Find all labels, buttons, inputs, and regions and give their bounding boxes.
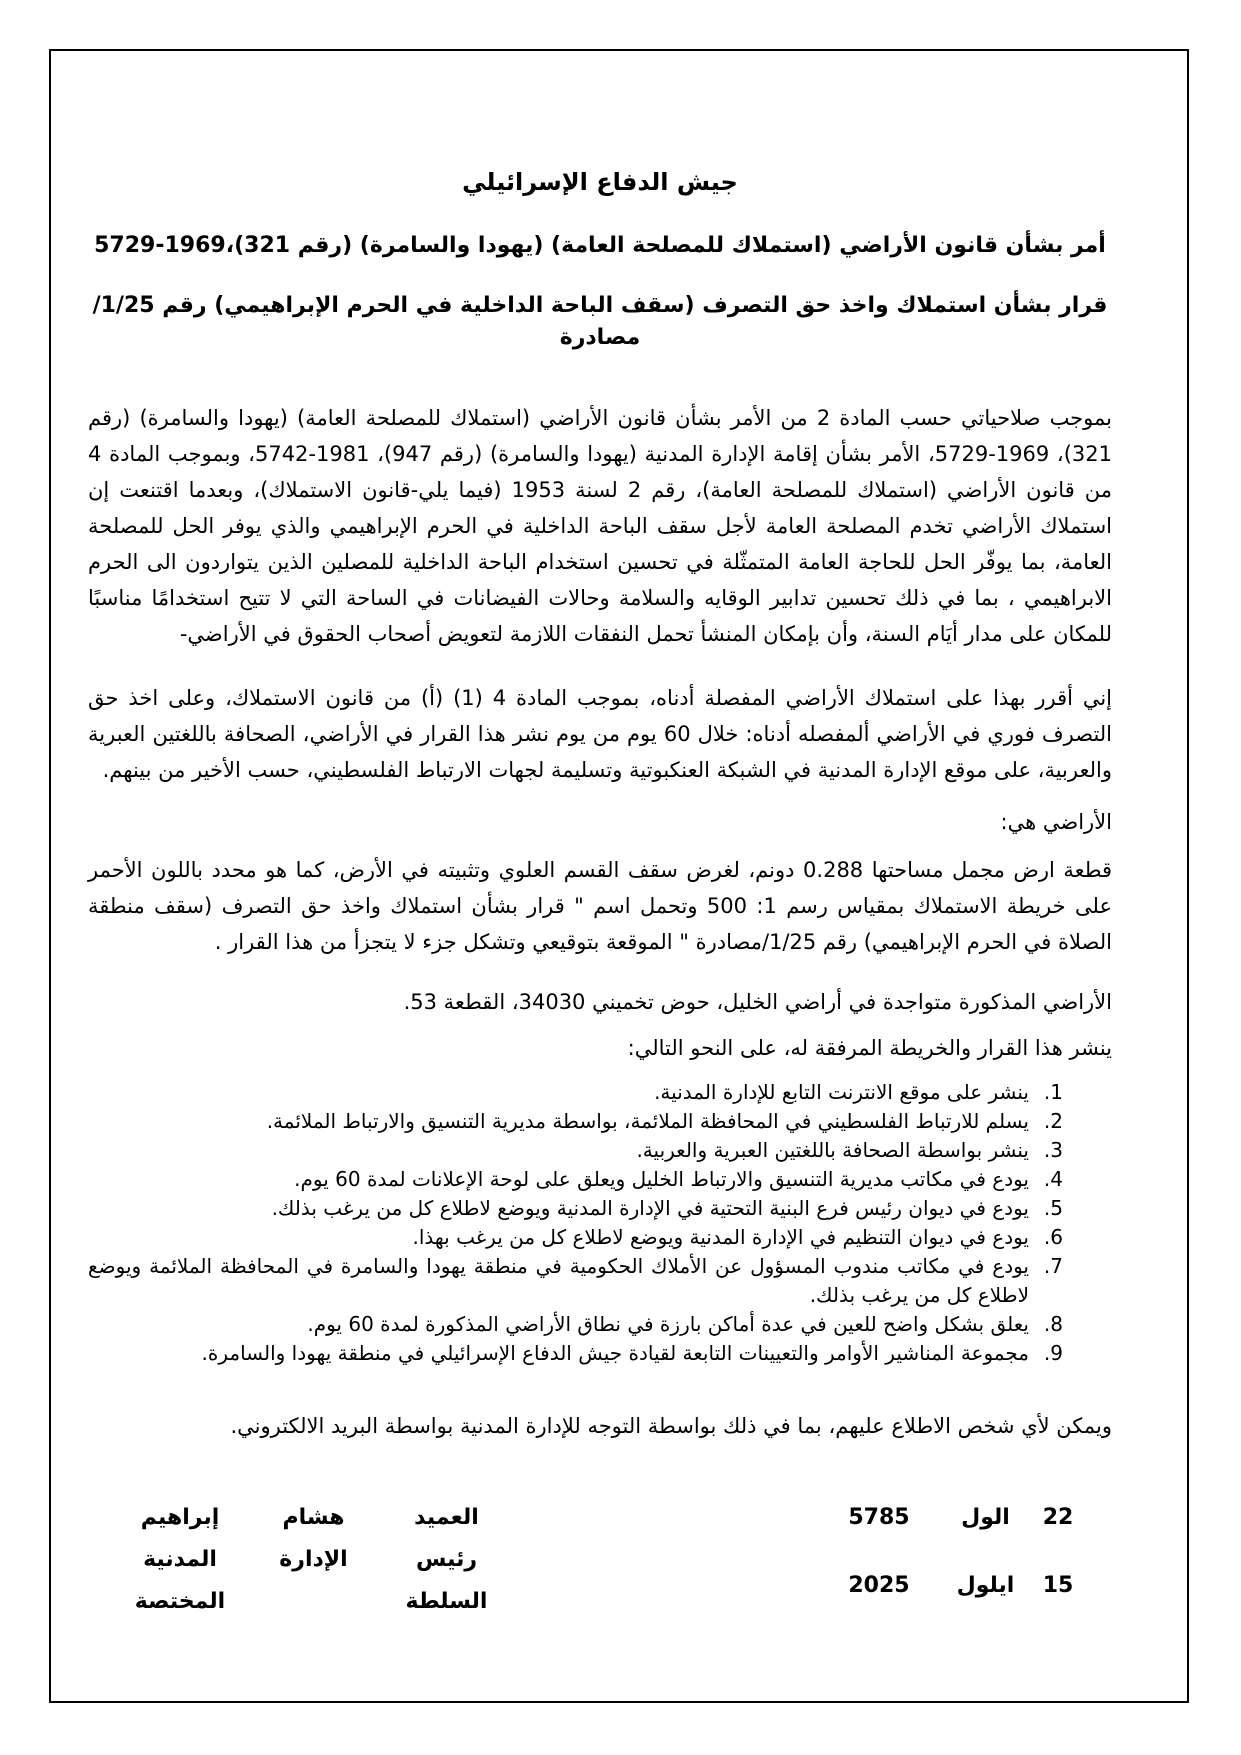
signer-last-name: إبراهيم — [140, 1505, 220, 1530]
list-item — [88, 1165, 1063, 1194]
paragraph-preamble: بموجب صلاحياتي حسب المادة 2 من الأمر بشأن قانون الأراضي (استملاك للمصلحة العامة) (يهودا والسامرة) (رقم 321)، 1969-5729، الأمر بشأن إقامة الإدارة المدنية (يهودا والسامرة) (رقم 947)، 1981-5742، وبموجب المادة 4 من قانون الأراضي (استملاك للمصلحة العامة)، رقم 2 لسنة 1953 (فيما يلي-قانون الاستملاك)، وبعدما اقتنعت إن استملاك الأراضي تخدم المصلحة العامة لأجل سقف الباحة الداخلية في الحرم الإبراهيمي والذي يوفر الحل للمصلحة العامة، بما يوفّر الحل للحاجة العامة المتمثّلة في تحسين استخدام الباحة الداخلية للمصلين الذين يتواردون الى الحرم الابراهيمي ، بما في ذلك تحسين تدابير الوقايه والسلامة وحالات الفيضانات في الساحة التي لا تتيح استخدامًا مناسبًا للمكان على مدار أيَام السنة، وأن بإمكان المنشأ تحمل النفقات اللازمة لتعويض أصحاب الحقوق في الأراضي- — [88, 406, 1113, 646]
list-item — [88, 1194, 1063, 1223]
decision-title: قرار بشأن استملاك واخذ حق التصرف (سقف الباحة الداخلية في الحرم الإبراهيمي) رقم 1/25/مصادرة — [92, 293, 1108, 350]
signer-title-word-3: المدنية — [143, 1547, 217, 1572]
signer-rank: العميد — [414, 1505, 479, 1530]
paragraph-publication-intro: ينشر هذا القرار والخريطة المرفقة له، على النحو التالي: — [627, 1036, 1112, 1060]
list-item-text: مجموعة المناشير الأوامر والتعيينات التابعة لقيادة جيش الدفاع الإسرائيلي في منطقة يهودا والسامرة. — [201, 1341, 1029, 1365]
document-content — [88, 0, 1113, 1614]
hebrew-date-month: الول — [961, 1505, 1010, 1530]
gregorian-date-year: 2025 — [848, 1573, 910, 1598]
list-item-text: ينشر على موقع الانترنت التابع للإدارة المدنية. — [654, 1080, 1029, 1104]
signer-title-word-2: الإدارة — [279, 1547, 348, 1572]
list-item-number: 1. — [1043, 1080, 1063, 1104]
list-item-text: ينشر بواسطة الصحافة باللغتين العبرية والعربية. — [636, 1138, 1029, 1162]
paragraph-closing-note: ويمكن لأي شخص الاطلاع عليهم، بما في ذلك بواسطة التوجه للإدارة المدنية بواسطة البريد الالكتروني. — [230, 1414, 1112, 1438]
list-item — [88, 1223, 1063, 1252]
list-item-text: يودع في مكاتب مندوب المسؤول عن الأملاك الحكومية في منطقة يهودا والسامرة في المحافظة الملائمة ويوضع لاطلاع كل من يرغب بذلك. — [88, 1254, 1029, 1307]
paragraph-land-description: قطعة ارض مجمل مساحتها 0.288 دونم، لغرض سقف القسم العلوي وتثبيته في الأرض، كما هو محدد باللون الأحمر على خريطة الاستملاك بمقياس رسم 1: 500 وتحمل اسم " قرار بشأن استملاك واخذ حق التصرف (سقف منطقة الصلاة في الحرم الإبراهيمي) رقم 1/25/مصادرة " الموقعة بتوقيعي وتشكل جزء لا يتجزأ من هذا القرار . — [88, 858, 1112, 954]
order-title: أمر بشأن قانون الأراضي (استملاك للمصلحة العامة) (يهودا والسامرة) (رقم 321)،1969-5729 — [94, 233, 1106, 258]
list-item-number: 3. — [1043, 1138, 1063, 1162]
hebrew-date-year: 5785 — [848, 1505, 910, 1530]
list-item-number: 2. — [1043, 1109, 1063, 1133]
list-item-number: 6. — [1043, 1225, 1063, 1249]
signature-dates — [820, 1504, 1083, 1600]
list-item-text: يعلق بشكل واضح للعين في عدة أماكن بارزة في نطاق الأراضي المذكورة لمدة 60 يوم. — [307, 1312, 1029, 1336]
publication-list — [88, 1078, 1063, 1368]
gregorian-date-month: ايلول — [956, 1573, 1015, 1598]
list-item-text: يودع في ديوان التنظيم في الإدارة المدنية ويوضع لاطلاع كل من يرغب بهذا. — [412, 1225, 1029, 1249]
list-item — [88, 1339, 1063, 1368]
signature-block — [113, 1504, 513, 1616]
org-title: جيش الدفاع الإسرائيلي — [462, 168, 738, 196]
list-item — [88, 1252, 1063, 1310]
list-item-text: يسلم للارتباط الفلسطيني في المحافظة الملائمة، بواسطة مديرية التنسيق والارتباط الملائمة. — [266, 1109, 1029, 1133]
paragraph-land-location: الأراضي المذكورة متواجدة في أراضي الخليل، حوض تخميني 34030، القطعة 53. — [403, 990, 1112, 1014]
list-item-number: 8. — [1043, 1312, 1063, 1336]
list-item — [88, 1310, 1063, 1339]
list-item-number: 7. — [1043, 1254, 1063, 1278]
signer-authority-spacer — [247, 1588, 380, 1616]
list-item — [88, 1078, 1063, 1107]
list-item-text: يودع في ديوان رئيس فرع البنية التحتية في الإدارة المدنية ويوضع لاطلاع كل من يرغب بذلك. — [271, 1196, 1029, 1220]
gregorian-date-day: 15 — [1042, 1573, 1074, 1598]
lands-label: الأراضي هي: — [1000, 810, 1112, 834]
list-item-number: 4. — [1043, 1167, 1063, 1191]
hebrew-date-day: 22 — [1042, 1505, 1074, 1530]
signer-first-name: هشام — [282, 1505, 345, 1530]
signer-authority-word-1: السلطة — [405, 1589, 488, 1614]
paragraph-decision: إني أقرر بهذا على استملاك الأراضي المفصلة أدناه، بموجب المادة 4 (1) (أ) من قانون الاستملاك، وعلى اخذ حق التصرف فوري في الأراضي ألمفصله أدناه: خلال 60 يوم من يوم نشر هذا القرار في الأراضي، الصحافة باللغتين العبرية والعربية، على موقع الإدارة المدنية في الشبكة العنكبوتية وتسليمة لجهات الارتباط الفلسطيني، حسب الأخير من بينهم. — [88, 686, 1113, 782]
list-item-number: 9. — [1043, 1341, 1063, 1365]
signer-title-word-1: رئيس — [415, 1547, 477, 1572]
list-item — [88, 1107, 1063, 1136]
list-item-number: 5. — [1043, 1196, 1063, 1220]
list-item-text: يودع في مكاتب مديرية التنسيق والارتباط الخليل ويعلق على لوحة الإعلانات لمدة 60 يوم. — [294, 1167, 1029, 1191]
list-item — [88, 1136, 1063, 1165]
signer-authority-word-2: المختصة — [134, 1589, 226, 1614]
